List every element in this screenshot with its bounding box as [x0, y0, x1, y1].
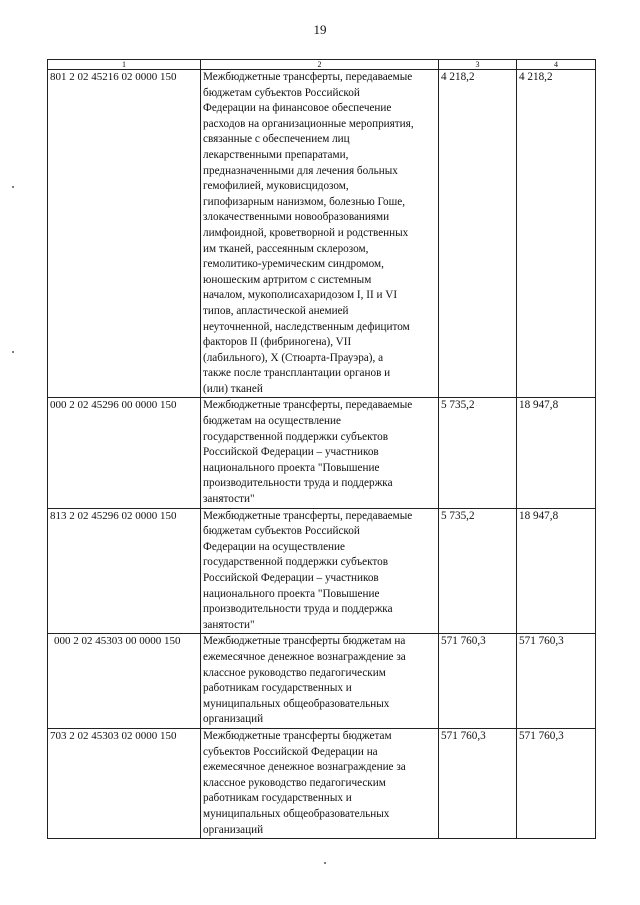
- column-header-2: 2: [201, 60, 439, 70]
- description-line: классное руководство педагогическим: [203, 666, 386, 679]
- row-description: [201, 728, 439, 838]
- description-line: гемофилией, муковисцидозом,: [203, 180, 349, 193]
- description-line: национального проекта "Повышение: [203, 461, 380, 474]
- description-line: Межбюджетные трансферты, передаваемые: [203, 71, 413, 83]
- description-line: занятости": [203, 493, 255, 506]
- description-line: Межбюджетные трансферты бюджетам: [203, 729, 392, 742]
- description-line: производительности труда и поддержка: [203, 477, 393, 490]
- description-line: государственной поддержки субъектов: [203, 430, 389, 443]
- scan-speck: [324, 862, 326, 864]
- row-description: [201, 508, 439, 634]
- budget-code: 703 2 02 45303 02 0000 150: [48, 728, 201, 838]
- row-description: [201, 398, 439, 508]
- description-line: работникам государственных и: [203, 682, 352, 695]
- description-line: классное руководство педагогическим: [203, 776, 386, 789]
- description-line: национального проекта "Повышение: [203, 587, 380, 600]
- description-line: бюджетам на осуществление: [203, 415, 341, 428]
- row-description: [201, 634, 439, 729]
- budget-code: 000 2 02 45296 00 0000 150: [48, 398, 201, 508]
- description-line: ежемесячное денежное вознаграждение за: [203, 650, 406, 663]
- description-line: неуточненной, наследственным дефицитом: [203, 320, 410, 333]
- description-line: (лабильного), X (Стюарта-Прауэра), а: [203, 351, 384, 364]
- description-line: организаций: [203, 823, 264, 836]
- description-line: субъектов Российской Федерации на: [203, 745, 378, 758]
- description-line: юношеским артритом с системным: [203, 273, 372, 286]
- description-line: Федерации на финансовое обеспечение: [203, 102, 392, 115]
- table-row: [48, 70, 596, 398]
- description-line: гемолитико-уремическим синдромом,: [203, 258, 384, 271]
- description-line: государственной поддержки субъектов: [203, 556, 389, 569]
- description-line: бюджетам субъектов Российской: [203, 86, 360, 99]
- budget-code: 813 2 02 45296 02 0000 150: [48, 508, 201, 634]
- description-line: Российской Федерации – участников: [203, 572, 379, 584]
- description-line: предназначенными для лечения больных: [203, 164, 398, 177]
- description-line: бюджетам субъектов Российской: [203, 525, 360, 538]
- table-row: [48, 728, 596, 838]
- description-line: факторов II (фибриногена), VII: [203, 336, 352, 349]
- amount-col3: 5 735,2: [439, 398, 517, 508]
- description-line: занятости": [203, 618, 255, 631]
- column-header-4: 4: [517, 60, 596, 70]
- amount-col4: 4 218,2: [517, 70, 596, 398]
- budget-code: 801 2 02 45216 02 0000 150: [48, 70, 201, 398]
- description-line: лимфоидной, кроветворной и родственных: [203, 226, 409, 239]
- scan-speck: [12, 351, 14, 353]
- description-line: типов, апластической анемией: [203, 304, 349, 317]
- amount-col4: 18 947,8: [517, 508, 596, 634]
- description-line: лекарственными препаратами,: [203, 148, 349, 161]
- description-line: им тканей, рассеянным склерозом,: [203, 242, 369, 255]
- column-number-header: [48, 60, 596, 70]
- amount-col3: 5 735,2: [439, 508, 517, 634]
- description-line: Межбюджетные трансферты бюджетам на: [203, 635, 406, 648]
- table-row: [48, 508, 596, 634]
- amount-col4: 571 760,3: [517, 728, 596, 838]
- description-line: организаций: [203, 713, 264, 726]
- description-line: злокачественными новообразованиями: [203, 211, 390, 224]
- description-line: работникам государственных и: [203, 792, 352, 805]
- table-row: [48, 634, 596, 729]
- description-line: также после трансплантации органов и: [203, 367, 391, 380]
- description-line: расходов на организационные мероприятия,: [203, 117, 414, 130]
- row-description: [201, 70, 439, 398]
- amount-col3: 4 218,2: [439, 70, 517, 398]
- description-line: Межбюджетные трансферты, передаваемые: [203, 509, 413, 522]
- description-line: ежемесячное денежное вознаграждение за: [203, 761, 406, 774]
- column-header-1: 1: [48, 60, 201, 70]
- description-line: муниципальных общеобразовательных: [203, 807, 390, 820]
- amount-col3: 571 760,3: [439, 634, 517, 729]
- budget-table: [47, 59, 596, 839]
- page-number: 19: [313, 22, 327, 37]
- description-line: Российской Федерации – участников: [203, 446, 379, 459]
- description-line: производительности труда и поддержка: [203, 603, 393, 616]
- description-line: муниципальных общеобразовательных: [203, 697, 390, 710]
- budget-code: 000 2 02 45303 00 0000 150: [48, 634, 201, 729]
- scan-speck: [12, 186, 14, 188]
- table-row: [48, 398, 596, 508]
- amount-col4: 18 947,8: [517, 398, 596, 508]
- amount-col4: 571 760,3: [517, 634, 596, 729]
- description-line: связанные с обеспечением лиц: [203, 133, 350, 146]
- description-line: Федерации на осуществление: [203, 540, 346, 553]
- description-line: Межбюджетные трансферты, передаваемые: [203, 399, 413, 412]
- description-line: гипофизарным нанизмом, болезнью Гоше,: [203, 195, 406, 208]
- column-header-3: 3: [439, 60, 517, 70]
- description-line: (или) тканей: [203, 382, 263, 395]
- amount-col3: 571 760,3: [439, 728, 517, 838]
- description-line: началом, мукополисахаридозом I, II и VI: [203, 289, 398, 302]
